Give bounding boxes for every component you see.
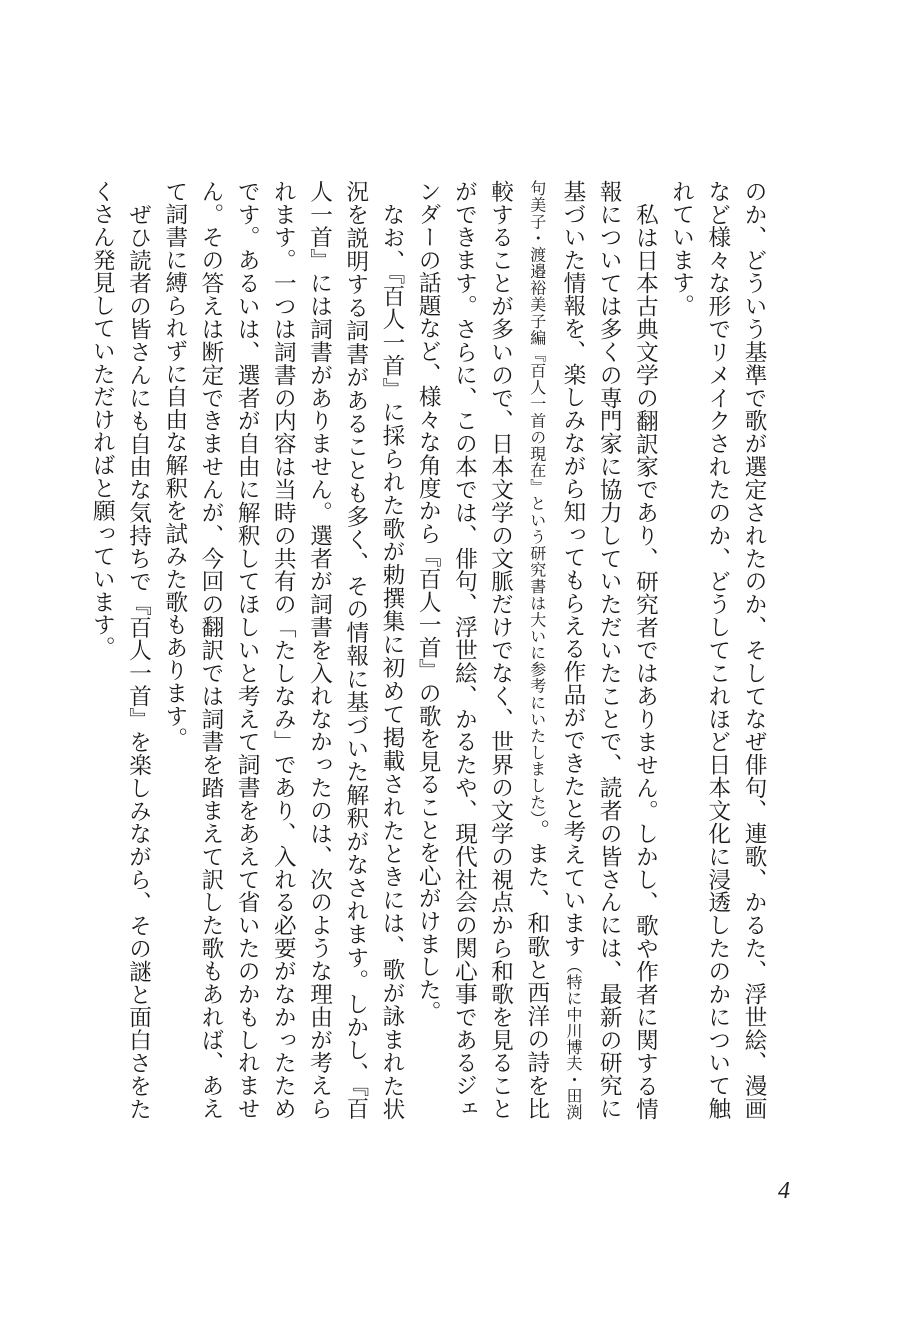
paragraph-2-rest: 。また、和歌と西洋の詩を比較することが多いので、日本文学の文脈だけでなく、世界の文学の視点から和歌を見ることができます。さらに、この本では、俳句、浮世絵、かるたや、現代社会の関心事であるジェンダーの話題など、様々な角度から『百人一首』の歌を見ることを心がけました。: [415, 180, 550, 1120]
page-number: 4: [778, 1178, 790, 1204]
paragraph-1: のか、どういう基準で歌が選定されたのか、そしてなぜ俳句、連歌、かるた、浮世絵、漫画など様々な形でリメイクされたのか、どうしてこれほど日本文化に浸透したのかについて触れています。: [668, 180, 767, 1120]
paragraph-2-main: 私は日本古典文学の翻訳家であり、研究者ではありません。しかし、歌や作者に関する情報については多くの専門家に協力していただいたことで、読者の皆さんには、最新の研究に基づいた情報を、楽しみながら知ってもらえる作品ができたと考えています: [559, 180, 659, 1120]
paragraph-2: [410, 180, 663, 1120]
paragraph-4: ぜひ読者の皆さんにも自由な気持ちで『百人一首』を楽しみながら、その謎と面白さをたくさん発見していただければと願っています。: [89, 180, 152, 1120]
vertical-body-text: [89, 180, 772, 1121]
paragraph-2-note: （特に中川博夫・田渕句美子・渡邉裕美子編『百人一首の現在』という研究書は大いに参考にいたしました）: [527, 180, 583, 1121]
paragraph-3: なお、『百人一首』に採られた歌が勅撰集に初めて掲載されたときには、歌が詠まれた状況を説明する詞書があることも多く、その情報に基づいた解釈がなされます。しかし、『百人一首』には詞書がありません。選者が詞書を入れなかったのは、次のような理由が考えられます。一つは詞書の内容は当時の共有の「たしなみ」であり、入れる必要がなかったためです。あるいは、選者が自由に解釈してほしいと考えて詞書をあえて省いたのかもしれません。その答えは断定できませんが、今回の翻訳では詞書を踏まえて訳した歌もあれば、あえて詞書に縛られずに自由な解釈を試みた歌もあります。: [161, 180, 405, 1120]
